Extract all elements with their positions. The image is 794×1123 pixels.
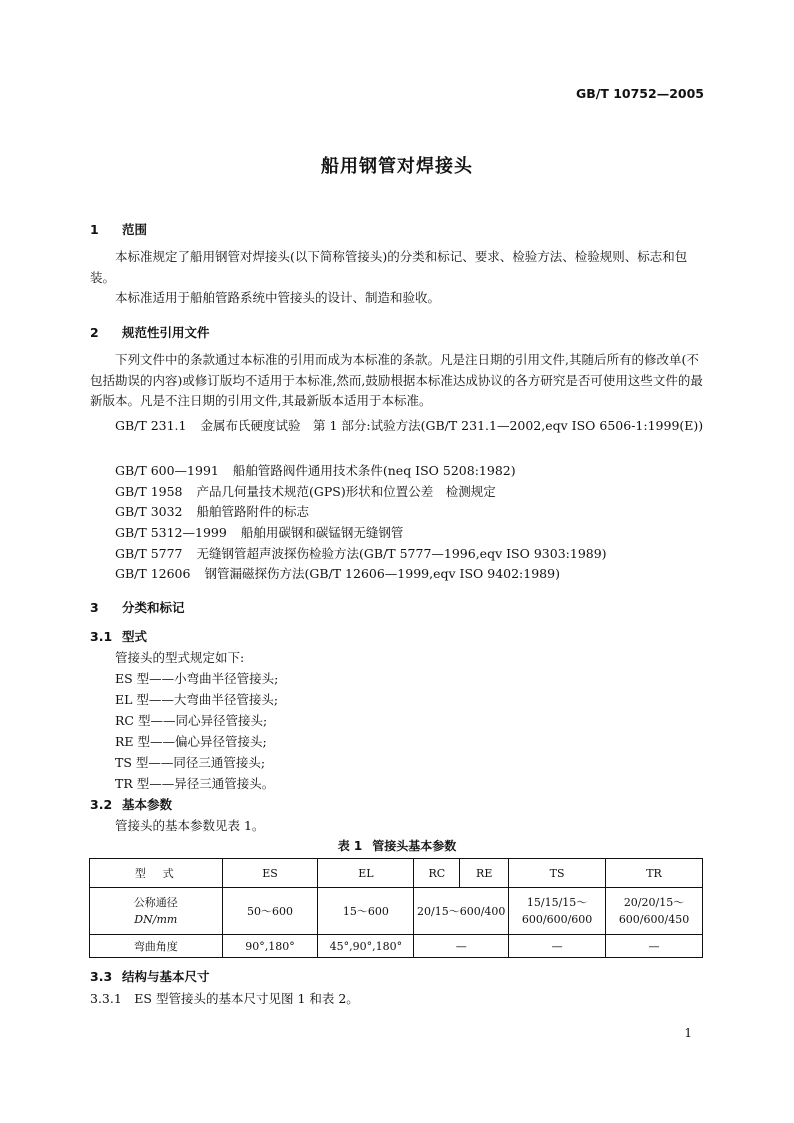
section-2-paragraph: 下列文件中的条款通过本标准的引用而成为本标准的条款。凡是注日期的引用文件,其随后所有的修改单(不包括勘误的内容)或修订版均不适用于本标准,然而,鼓励根据本标准达成协议的各方研究是否可使用这些文件的最新版本。凡是不注日期的引用文件,其最新版本适用于本标准。	[90, 352, 703, 408]
section-2-heading	[90, 323, 210, 341]
table-cell: —	[509, 935, 606, 958]
subsection-title: 结构与基本尺寸	[122, 969, 210, 984]
table-number: 表 1	[337, 839, 363, 853]
type-item: TR 型——异径三通管接头。	[115, 776, 275, 791]
table-header-row	[90, 859, 703, 888]
reference-item	[115, 564, 560, 582]
page-number: 1	[684, 1026, 692, 1040]
table-row	[90, 935, 703, 958]
reference-title: 产品几何量技术规范(GPS)形状和位置公差 检测规定	[196, 484, 496, 499]
reference-item	[115, 461, 516, 479]
table-title: 管接头基本参数	[372, 839, 457, 853]
reference-item	[115, 502, 309, 520]
row-label-line: 公称通径	[133, 896, 178, 909]
type-item: RE 型——偏心异径管接头;	[115, 734, 267, 749]
type-intro: 管接头的型式规定如下:	[115, 650, 245, 665]
document-title: 船用钢管对焊接头	[321, 156, 473, 177]
table-cell	[606, 888, 703, 935]
table-caption	[0, 837, 794, 854]
section-1-paragraph-2: 本标准适用于船舶管路系统中管接头的设计、制造和验收。	[115, 290, 441, 305]
cell-line: 20/20/15～	[623, 896, 685, 909]
subsection-number: 3.2	[90, 797, 113, 812]
subsection-title: 基本参数	[122, 797, 173, 812]
reference-item	[115, 523, 403, 541]
table-cell: —	[606, 935, 703, 958]
table-row	[90, 888, 703, 935]
section-title: 规范性引用文件	[122, 325, 210, 340]
table-cell: 50～600	[222, 888, 318, 935]
header-cell: ES	[222, 859, 318, 888]
type-item: ES 型——小弯曲半径管接头;	[115, 671, 279, 686]
table-cell: —	[414, 935, 509, 958]
table-cell: 15～600	[318, 888, 414, 935]
table-cell: 90°,180°	[222, 935, 318, 958]
row-label-line: DN/mm	[134, 913, 178, 926]
header-cell: RE	[460, 859, 509, 888]
section-number: 1	[90, 222, 99, 237]
type-item: EL 型——大弯曲半径管接头;	[115, 692, 279, 707]
clause-3-3-1: 3.3.1 ES 型管接头的基本尺寸见图 1 和表 2。	[90, 991, 359, 1006]
basic-parameters-table	[89, 858, 703, 958]
header-cell: TS	[509, 859, 606, 888]
cell-line: 600/600/600	[521, 913, 593, 926]
table-reference-text: 管接头的基本参数见表 1。	[115, 818, 265, 833]
cell-line: 600/600/450	[618, 913, 690, 926]
header-cell: TR	[606, 859, 703, 888]
subsection-3-2-heading	[90, 795, 172, 813]
reference-item	[90, 416, 704, 437]
table-cell	[509, 888, 606, 935]
cell-line: 15/15/15～	[526, 896, 588, 909]
subsection-number: 3.3	[90, 969, 113, 984]
reference-code: GB/T 5777	[115, 546, 183, 561]
section-3-heading	[90, 598, 185, 616]
subsection-number: 3.1	[90, 629, 113, 644]
reference-code: GB/T 12606	[115, 566, 191, 581]
section-1-paragraph-1: 本标准规定了船用钢管对焊接头(以下简称管接头)的分类和标记、要求、检验方法、检验规则、标志和包装。	[90, 249, 688, 285]
row-label	[90, 888, 223, 935]
header-cell: RC	[414, 859, 460, 888]
reference-title: 船舶管路阀件通用技术条件(neq ISO 5208:1982)	[232, 463, 516, 478]
subsection-3-3-heading	[90, 967, 210, 985]
section-title: 分类和标记	[122, 600, 185, 615]
reference-code: GB/T 231.1	[115, 418, 187, 433]
reference-item	[115, 482, 496, 500]
standard-code: GB/T 10752—2005	[575, 86, 704, 101]
reference-code: GB/T 3032	[115, 504, 183, 519]
section-number: 2	[90, 325, 99, 340]
section-number: 3	[90, 600, 99, 615]
reference-code: GB/T 5312—1999	[115, 525, 227, 540]
reference-code: GB/T 1958	[115, 484, 183, 499]
type-item: RC 型——同心异径管接头;	[115, 713, 268, 728]
reference-title: 船舶管路附件的标志	[196, 504, 310, 519]
header-cell: EL	[318, 859, 414, 888]
reference-code: GB/T 600—1991	[115, 463, 219, 478]
table-cell: 20/15～600/400	[414, 888, 509, 935]
header-cell: 型 式	[90, 859, 223, 888]
type-item: TS 型——同径三通管接头;	[115, 755, 266, 770]
subsection-3-1-heading	[90, 627, 147, 645]
row-label: 弯曲角度	[90, 935, 223, 958]
section-title: 范围	[122, 222, 148, 237]
table-cell: 45°,90°,180°	[318, 935, 414, 958]
reference-title: 船舶用碳钢和碳锰钢无缝钢管	[240, 525, 404, 540]
subsection-title: 型式	[122, 629, 148, 644]
reference-item	[115, 544, 607, 562]
section-1-heading	[90, 220, 147, 238]
reference-title: 金属布氏硬度试验 第 1 部分:试验方法(GB/T 231.1—2002,eqv ISO 6506-1:1999(E))	[200, 418, 704, 433]
reference-title: 钢管漏磁探伤方法(GB/T 12606—1999,eqv ISO 9402:1989)	[204, 566, 560, 581]
reference-title: 无缝钢管超声波探伤检验方法(GB/T 5777—1996,eqv ISO 9303:1989)	[196, 546, 607, 561]
